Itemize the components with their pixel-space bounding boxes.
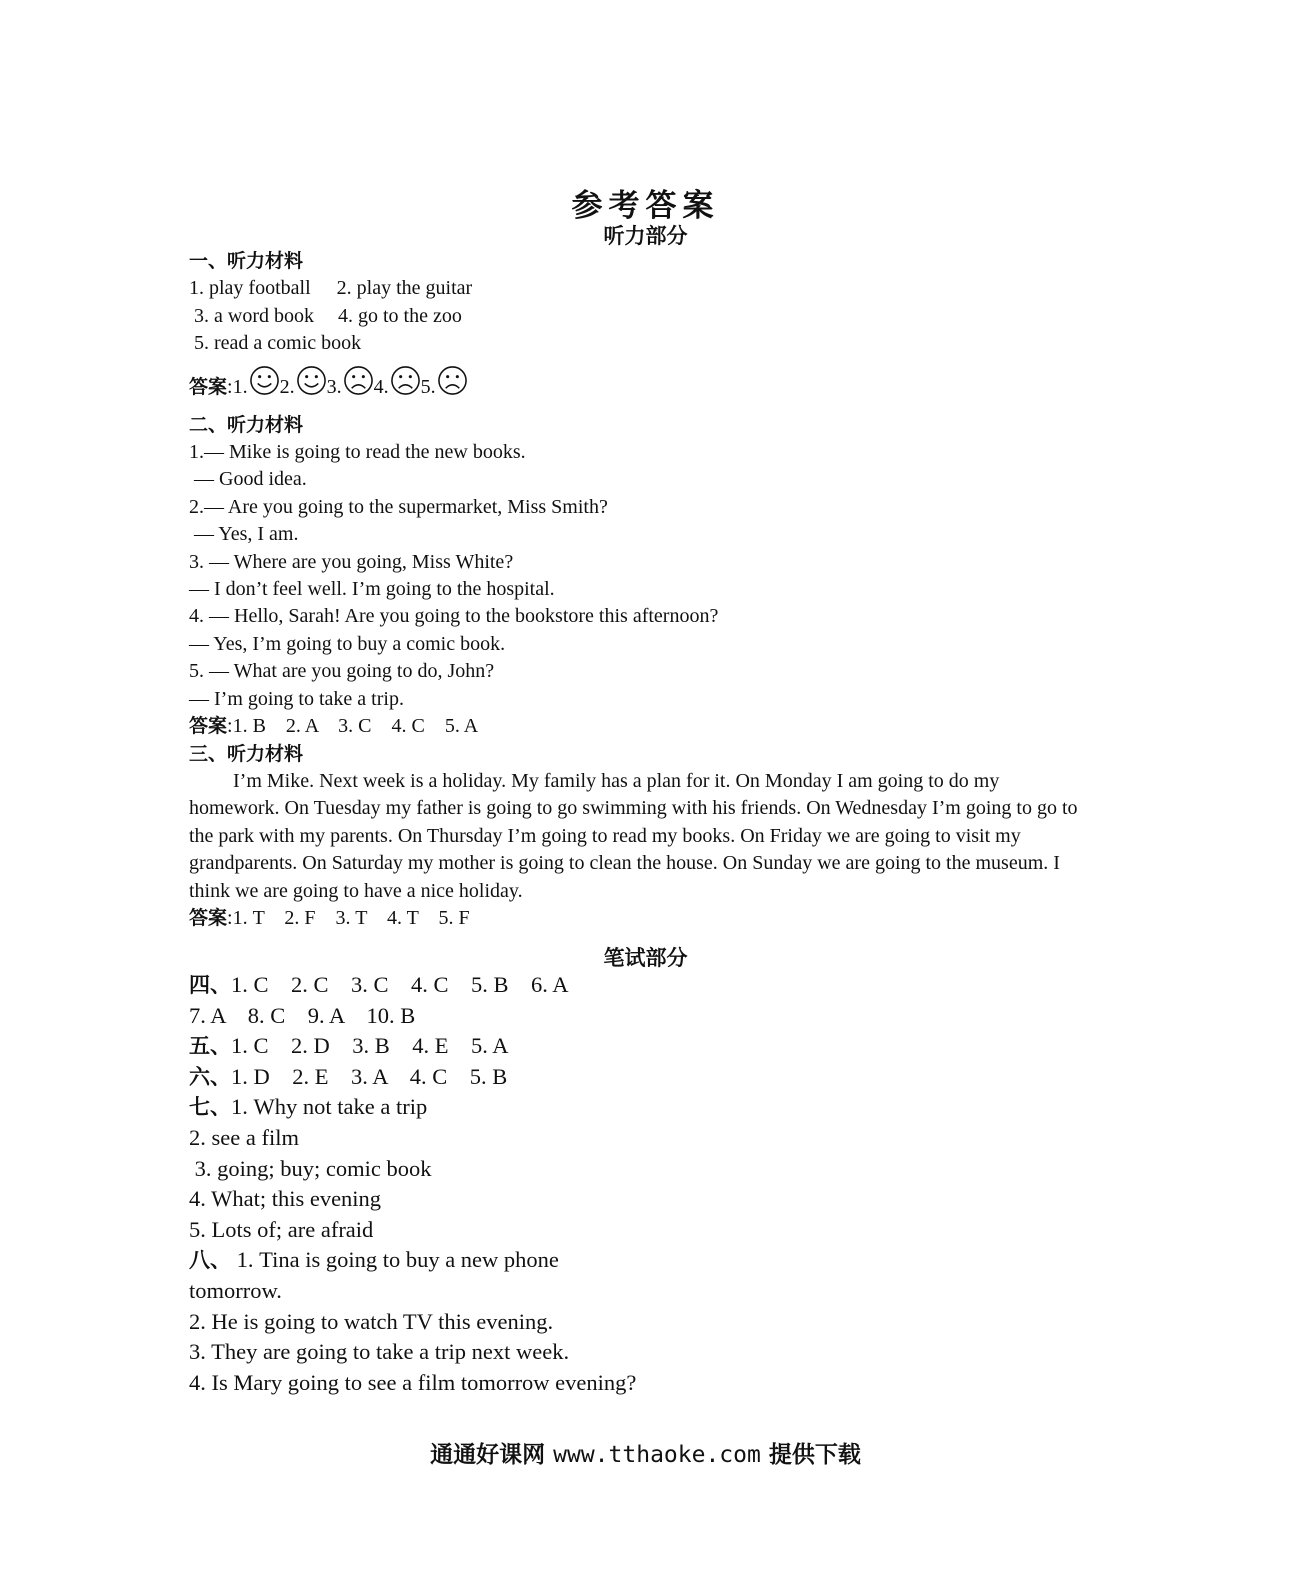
content-body <box>189 248 1089 932</box>
section6-line: 六、1. D 2. E 3. A 4. C 5. B <box>189 1063 508 1089</box>
section3-paragraph: I’m Mike. Next week is a holiday. My family has a plan for it. On Monday I am going to do my homework. On Tuesday my father is going to go swimming with his friends. On Wednesday I’m going to go to the park with my parents. On Thursday I’m going to read my books. On Friday we are going to visit my grandparents. On Saturday my mother is going to clean the house. On Sunday we are going to the museum. I think we are going to have a nice holiday. <box>189 769 1078 902</box>
page-footer <box>0 1436 1291 1469</box>
dialogue-line: 1.— Mike is going to read the new books. <box>189 441 526 464</box>
section7-line: 2. see a film <box>189 1124 299 1150</box>
dialogue-line: — Yes, I’m going to buy a comic book. <box>189 632 506 655</box>
section7-line: 4. What; this evening <box>189 1186 382 1212</box>
section2-answer: 答案:1. B 2. A 3. C 4. C 5. A <box>189 715 479 738</box>
section3-answer: 答案:1. T 2. F 3. T 4. T 5. F <box>189 906 470 929</box>
listening-section-title: 听力部分 <box>603 224 688 248</box>
section1-line-1: 1. play football 2. play the guitar <box>189 277 473 300</box>
section4-line-2: 7. A 8. C 9. A 10. B <box>189 1002 416 1028</box>
smiley-face-icon <box>296 365 327 396</box>
dialogue-line: 3. — Where are you going, Miss White? <box>189 550 514 573</box>
section7-line: 3. going; buy; comic book <box>189 1155 432 1181</box>
section8-line: 2. He is going to watch TV this evening. <box>189 1308 554 1334</box>
dialogue-line: — Good idea. <box>189 468 307 491</box>
section5-line: 五、1. C 2. D 3. B 4. E 5. A <box>189 1033 509 1059</box>
sad-face-icon <box>390 365 421 396</box>
dialogue-line: 4. — Hello, Sarah! Are you going to the bookstore this afternoon? <box>189 605 719 628</box>
dialogue-line: 2.— Are you going to the supermarket, Miss Smith? <box>189 495 608 518</box>
sad-face-icon <box>343 365 374 396</box>
answer-label: 答案 <box>189 376 228 399</box>
section1-line-2: 3. a word book 4. go to the zoo <box>194 304 462 327</box>
footer-site-name: 通通好课网 <box>430 1442 546 1468</box>
sad-face-icon <box>437 365 468 396</box>
written-answers <box>189 970 1089 1398</box>
section8-line: 4. Is Mary going to see a film tomorrow evening? <box>189 1369 637 1395</box>
section7-line: 5. Lots of; are afraid <box>189 1216 374 1242</box>
smiley-face-icon <box>249 365 280 396</box>
dialogue-line: — I’m going to take a trip. <box>189 687 404 710</box>
section8-line: 3. They are going to take a trip next week. <box>189 1339 570 1365</box>
dialogue-line: 5. — What are you going to do, John? <box>189 660 495 683</box>
section2-heading: 二、听力材料 <box>189 413 304 436</box>
footer-suffix: 提供下载 <box>768 1442 861 1468</box>
section7-line-1: 七、1. Why not take a trip <box>189 1094 428 1120</box>
section1-answer-row: 答案 :1. 2. 3. 4. 5. <box>189 362 1089 402</box>
footer-url: www.tthaoke.com <box>553 1442 761 1468</box>
section4-line-1: 四、1. C 2. C 3. C 4. C 5. B 6. A <box>189 972 569 997</box>
dialogue-line: — Yes, I am. <box>189 523 299 546</box>
section1-line-3: 5. read a comic book <box>194 332 362 355</box>
section8-line: tomorrow. <box>189 1277 282 1303</box>
section8-line-1: 八、 1. Tina is going to buy a new phone <box>189 1247 559 1273</box>
dialogue-line: — I don’t feel well. I’m going to the hospital. <box>189 578 555 601</box>
section3-heading: 三、听力材料 <box>189 742 304 765</box>
section1-heading: 一、听力材料 <box>189 250 304 272</box>
written-section-title: 笔试部分 <box>603 946 688 970</box>
page-title: 参考答案 <box>571 188 720 224</box>
